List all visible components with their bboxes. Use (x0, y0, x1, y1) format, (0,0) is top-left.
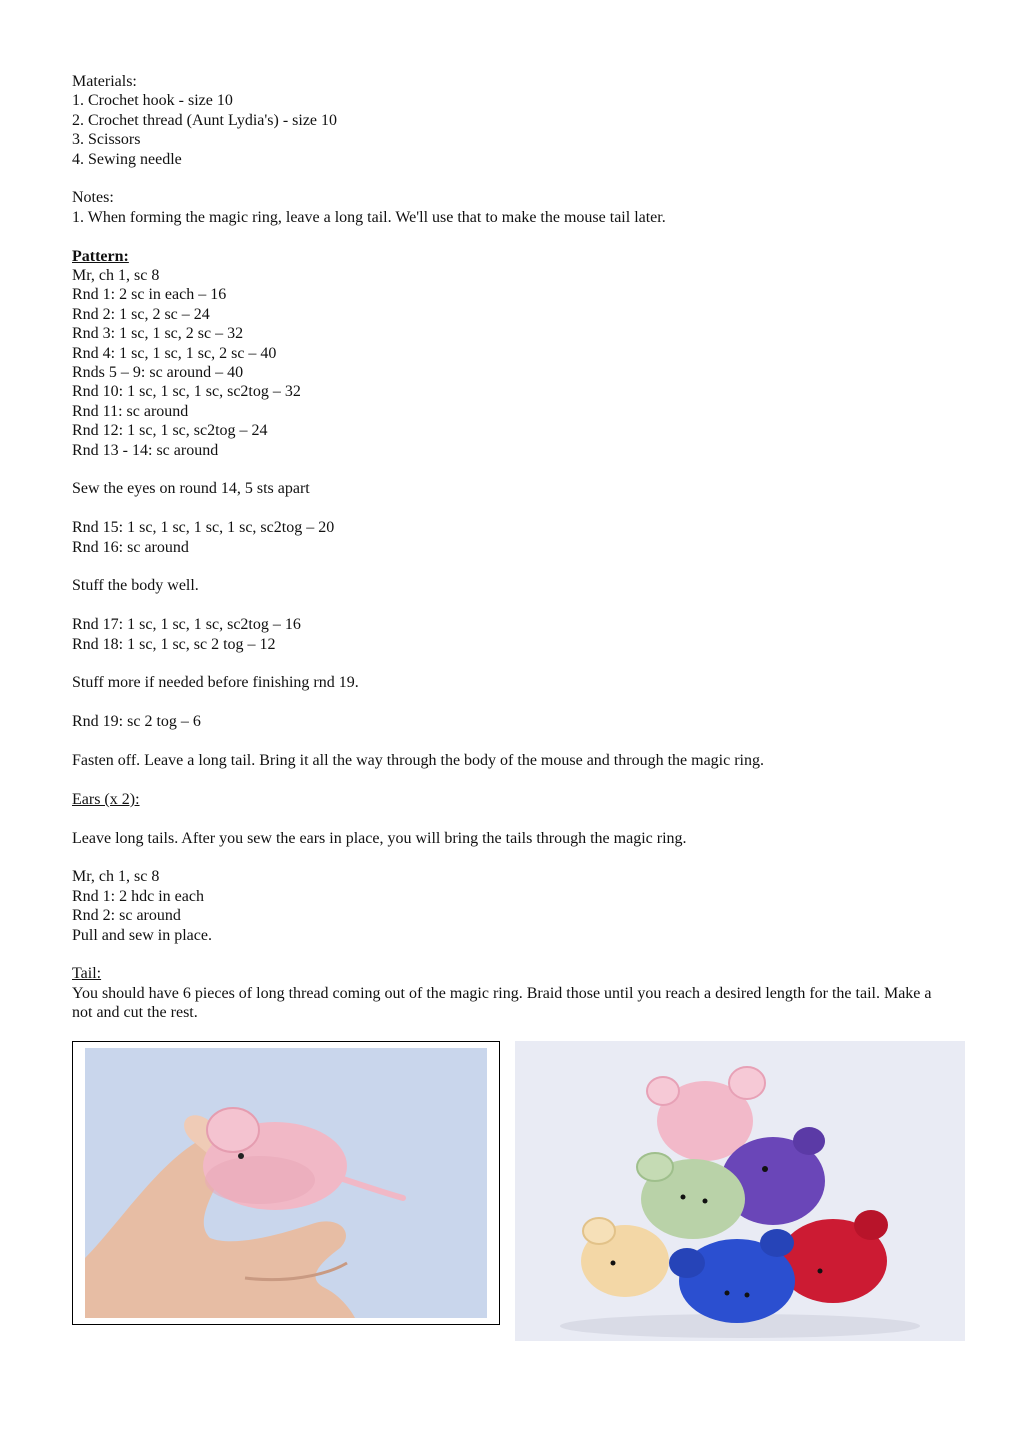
materials-item: 3. Scissors (72, 131, 141, 149)
tail-heading: Tail: (72, 965, 102, 983)
notes-item: 1. When forming the magic ring, leave a long tail. We'll use that to make the mouse tail later. (72, 208, 666, 226)
mouse-ear (207, 1108, 259, 1152)
photo-row (72, 1041, 965, 1341)
pattern-round: Rnd 16: sc around (72, 538, 189, 556)
pink-mouse-illustration (85, 1048, 487, 1318)
pattern-round: Rnd 12: 1 sc, 1 sc, sc2tog – 24 (72, 422, 268, 440)
pattern-round: Rnd 2: 1 sc, 2 sc – 24 (72, 305, 210, 323)
pattern-round: Rnd 1: 2 sc in each – 16 (72, 286, 227, 304)
ears-round: Rnd 1: 2 hdc in each (72, 887, 204, 905)
pattern-round: Rnd 13 - 14: sc around (72, 441, 219, 459)
fasten-note: Fasten off. Leave a long tail. Bring it all the way through the body of the mouse and through the magic ring. (72, 752, 764, 770)
mouse-eye (238, 1153, 244, 1159)
pattern-round: Rnd 18: 1 sc, 1 sc, sc 2 tog – 12 (72, 635, 276, 653)
photo-mice-stack (515, 1041, 965, 1341)
ears-intro: Leave long tails. After you sew the ears in place, you will bring the tails through the magic ring. (72, 829, 687, 847)
pattern-round: Mr, ch 1, sc 8 (72, 267, 160, 285)
ears-round: Pull and sew in place. (72, 926, 212, 944)
pattern-round: Rnd 10: 1 sc, 1 sc, 1 sc, sc2tog – 32 (72, 383, 301, 401)
pattern-round: Rnds 5 – 9: sc around – 40 (72, 364, 244, 382)
pattern-round: Rnd 4: 1 sc, 1 sc, 1 sc, 2 sc – 40 (72, 344, 277, 362)
ears-heading: Ears (x 2): (72, 790, 140, 808)
ears-round: Rnd 2: sc around (72, 907, 181, 925)
mice-stack-illustration (515, 1041, 965, 1341)
notes-heading: Notes: (72, 189, 114, 207)
pattern-round: Rnd 11: sc around (72, 402, 189, 420)
materials-heading: Materials: (72, 73, 137, 90)
ears-round: Mr, ch 1, sc 8 (72, 868, 160, 886)
pattern-round: Rnd 17: 1 sc, 1 sc, 1 sc, sc2tog – 16 (72, 616, 301, 634)
stuff-more-note: Stuff more if needed before finishing rnd 19. (72, 674, 359, 692)
tail-text: You should have 6 pieces of long thread coming out of the magic ring. Braid those until you reach a desired length for the tail. Make a not and cut the rest. (72, 984, 932, 1022)
photo-pink-mouse-in-hand (72, 1041, 500, 1325)
materials-item: 4. Sewing needle (72, 150, 182, 168)
pattern-round: Rnd 15: 1 sc, 1 sc, 1 sc, 1 sc, sc2tog – 20 (72, 519, 335, 537)
eyes-note: Sew the eyes on round 14, 5 sts apart (72, 480, 310, 498)
pattern-round: Rnd 3: 1 sc, 1 sc, 2 sc – 32 (72, 325, 244, 343)
stuff-note: Stuff the body well. (72, 577, 199, 595)
document-page (72, 72, 952, 1023)
materials-item: 2. Crochet thread (Aunt Lydia's) - size 10 (72, 111, 338, 129)
pattern-heading: Pattern: (72, 247, 129, 265)
pattern-round: Rnd 19: sc 2 tog – 6 (72, 713, 201, 731)
materials-item: 1. Crochet hook - size 10 (72, 92, 233, 110)
